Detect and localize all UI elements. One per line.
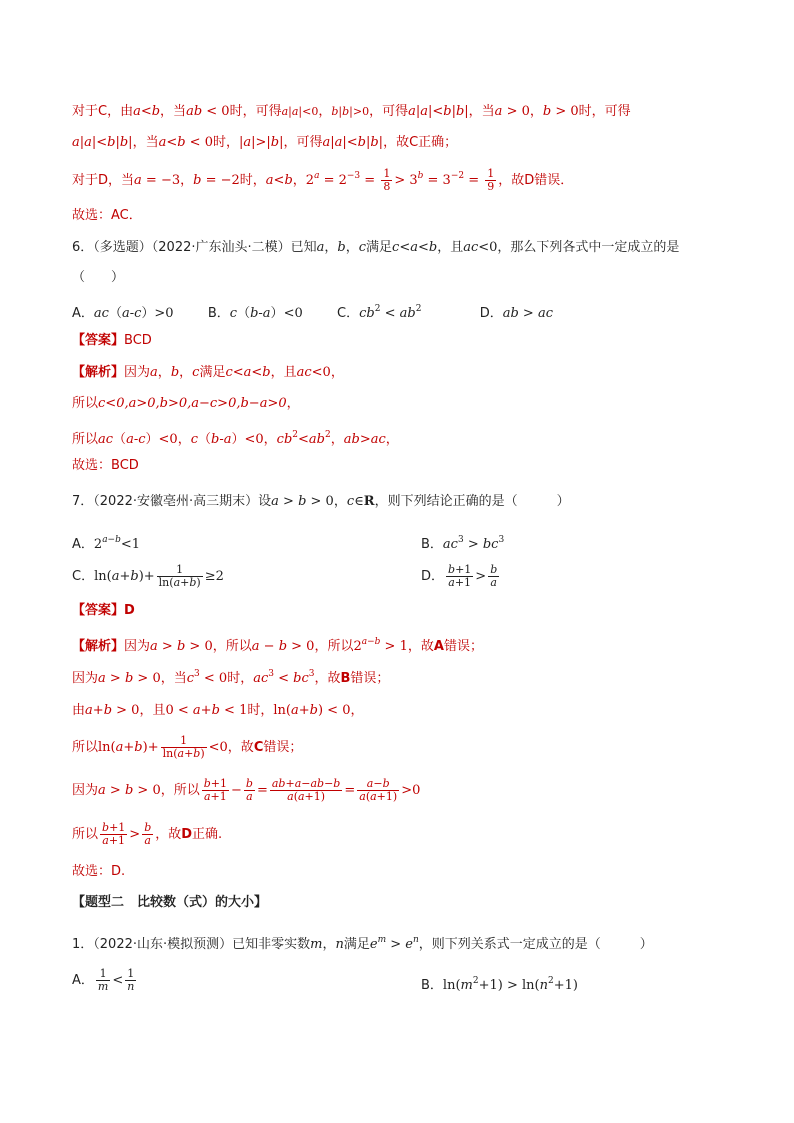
text: 对于D，当 [72,173,135,188]
question-6-explanation-3: 所以ac（a-c）<0，c（b-a）<0，$cb^2<ab^2$，ab>ac， [72,430,399,447]
math: >0 [154,306,174,321]
answer-value: D [124,603,135,618]
math: < 0 [202,104,230,119]
text: 因为 [72,783,99,798]
fraction: $\frac{1}{8}$ [383,167,391,193]
math: a [271,494,279,509]
question-7-answer [72,601,734,621]
math: a-c [121,306,142,321]
text: 6．（多选题）（2022·广东汕头·二模）已知 [72,240,317,255]
text-line-c-analysis-1: 对于C，由a<b，当ab < 0时，可得a|a|<0，b|b|>0，可得a|a|<b|b|，当a > 0，b > 0时，可得 [72,104,631,119]
text: ，可得 [369,104,409,119]
fraction: $\frac{b+1}{a+1}$ [102,821,126,847]
math: a [150,365,158,380]
text: 时， [227,671,254,686]
fraction: $\frac{a-b}{a(a+1)}$ [359,777,398,803]
explanation-label: 【解析】 [72,365,125,380]
math: c [190,432,198,447]
question-7-explanation-1: 【解析】因为a > b > 0，所以a − b > 0，所以$2^{a-b} > 1$，故A错误； [72,637,483,654]
math: b [193,173,202,188]
math: |a|>|b| [239,135,284,150]
text: 时，可得 [229,104,282,119]
question-7-options-ab [72,530,734,555]
text: ，所以 [212,639,252,654]
text: ，当 [468,104,495,119]
question-7-explanation-6: 所以 $\frac{b+1}{a+1}$ > $\frac{b}{a}$ ，故D正确. [72,821,223,847]
option-d-label: D． [421,569,445,584]
fraction: $\frac{1}{\ln(a+b)}$ [158,563,201,589]
text: 所以 [72,827,99,842]
math: a<b [158,135,186,150]
math: ac [537,306,553,321]
math: > [278,494,299,509]
section2-question-1-options: A． $\frac{1}{m}$ < $\frac{1}{n}$ B．$\ln(m^2+1) > \ln(n^2+1)$ [72,966,734,996]
option-b: B．$ac^3 > bc^3$ [421,535,505,552]
fraction: $\frac{b}{a}$ [245,777,253,803]
text: 错误； [350,671,390,686]
math: > 0 [551,104,579,119]
text: 对于C，由 [72,104,134,119]
math: b|b| [331,105,353,118]
text: ，故C正确； [383,135,458,150]
fraction: $\frac{1}{9}$ [487,167,495,193]
text: ，所以 [314,639,354,654]
question-7-choose: 故选：D. [72,864,126,879]
math: ac [93,306,109,321]
math: b [542,104,552,119]
math: <0 [158,432,178,447]
text: D [181,827,193,842]
math: <0 [283,306,303,321]
fraction: $\frac{1}{\ln(a+b)}$ [162,734,205,760]
section2-question-1-stem: 1．（2022·山东·模拟预测）已知非零实数m，n满足$e^m > e^n$，则下列关系式一定成立的是（ ） [72,935,653,952]
math: > $3^b = 3^{-2}$ = [394,171,484,188]
math: b-a [211,432,232,447]
math: c<a<b [392,240,438,255]
text: 因为 [72,671,99,686]
text: ，所以 [160,783,200,798]
math: c<a<b [225,365,271,380]
text: 因为 [124,365,151,380]
question-6-choose: 故选：BCD [72,458,139,473]
math: >0 [352,105,370,118]
math: <0 [302,105,319,118]
text: ，故D错误． [498,173,574,188]
math: a [134,173,142,188]
text: 错误； [263,740,303,755]
text: 满足 [343,937,370,952]
text: ，且 [437,240,464,255]
fraction: $\frac{ab+a-ab-b}{a(a+1)}$ [271,777,341,803]
math: <0 [311,365,331,380]
text: 因为 [124,639,151,654]
text: 时， [212,135,239,150]
question-6-paren: （ ） [72,270,125,285]
fraction: $\frac{b}{a}$ [490,563,498,589]
question-7-explanation-5: 因为a > b > 0，所以 $\frac{b+1}{a+1}$ − $\frac{b}{a}$ = $\frac{ab+a-ab-b}{a(a+1)}$ = $\frac{a-b}{a(a+1)}$ >0 [72,777,421,803]
math: = −2 [201,173,240,188]
math: a [316,240,325,255]
answer-label: 【答案】 [72,333,125,348]
math: <0 [478,240,498,255]
question-6-options: A．ac（a-c）>0 B．c（b-a）<0 C．$cb^2 < ab^2$ D．ab > ac [72,304,553,321]
explanation-label: 【解析】 [72,639,125,654]
math: > [518,306,538,321]
math: c<0,a>0,b>0,a−c>0,b−a>0 [98,396,287,411]
math: a|a| [281,105,303,118]
section-heading: 【题型二 比较数（式）的大小】 [72,895,268,910]
text: 由 [72,703,86,718]
math: a|a|<b|b| [72,135,133,150]
math: ∈R [354,494,375,509]
math: < 0 [185,135,213,150]
math: a<b [133,104,161,119]
question-7-stem [72,492,734,512]
answer-choice-line: 故选：AC． [72,208,142,223]
math: a<b [265,173,293,188]
text: 时， [247,703,274,718]
text: 正确. [192,827,223,842]
math: ab>ac [343,432,386,447]
text: ，故 [314,671,341,686]
math: b [170,365,180,380]
text: ，当 [160,104,187,119]
math: < [380,306,400,321]
option-a-label: A． [72,973,94,988]
text: ，则下列关系式一定成立的是（ ） [418,937,653,952]
fraction: $\frac{b+1}{a+1}$ [448,563,472,589]
math: $2^a = 2^{-3}$ = [305,171,380,188]
math: ac [296,365,312,380]
math: ac [463,240,479,255]
math: a [494,104,503,119]
option-b: B．$\ln(m^2+1) > \ln(n^2+1)$ [421,976,578,993]
math: > 0 [502,104,530,119]
option-d-label: D． [479,306,503,321]
text: 1．（2022·山东·模拟预测）已知非零实数 [72,937,311,952]
question-7-options-cd [72,562,734,592]
text: ，故 [227,740,254,755]
math: ab [502,306,519,321]
fraction: $\frac{1}{n}$ [127,967,135,993]
math: ab [399,306,416,321]
text: 满足 [199,365,226,380]
text: 7．（2022·安徽亳州·高三期末）设 [72,494,272,509]
text: B [340,671,351,686]
math: b-a [250,306,271,321]
math: a|a|<b|b| [408,104,469,119]
fraction: $\frac{1}{m}$ [97,967,109,993]
math: c [192,365,200,380]
math: c [358,240,367,255]
answer-value: BCD [124,333,152,348]
text: ，当 [132,135,159,150]
math: ≥2 [204,569,224,584]
question-7-explanation-2: 因为a > b > 0，当$c^3 < 0$时，$ac^3 < bc^3$，故B错误； [72,669,390,686]
math: c [229,306,238,321]
question-6-explanation-2: 所以c<0,a>0,b>0,a−c>0,b−a>0， [72,396,300,411]
math: cb [276,432,293,447]
text: 时，可得 [578,104,631,119]
math: $2^{a-b}<1$ [93,535,141,552]
question-6-explanation-1: 【解析】因为a，b，c满足c<a<b，且ac<0， [72,365,344,380]
answer-label: 【答案】 [72,603,125,618]
math: c [346,494,355,509]
text: 满足 [366,240,393,255]
math: > 0 [306,494,334,509]
math: <0 [244,432,264,447]
text: C [253,740,264,755]
question-6-answer [72,331,734,351]
option-c-label: C． [72,569,95,584]
math: ac [442,537,458,552]
text: ，且 [270,365,297,380]
text: 所以 [72,740,99,755]
text: 时， [239,173,266,188]
text: 错误； [443,639,483,654]
text: ，故 [407,639,434,654]
option-a-label: A． [72,306,94,321]
text-line-d-analysis: 对于D，当a = −3，b = −2时，a<b，$2^a = 2^{-3}$ = $\frac{1}{8}$ > $3^b = 3^{-2}$ = $\frac{1}{9}$ ，故D错误． [72,167,574,193]
fraction: $\frac{b}{a}$ [144,821,152,847]
math: ab [186,104,203,119]
question-7-explanation-3: 由a+b > 0，且0 < a+b < 1时，ln(a+b) < 0， [72,703,364,718]
text: ，当 [160,671,187,686]
math: cb [359,306,375,321]
text: ，那么下列各式中一定成立的是 [497,240,680,255]
text: ，则下列结论正确的是（ ） [374,494,570,509]
text: A [433,639,444,654]
option-b-label: B． [421,537,443,552]
option-b-label: B． [421,978,443,993]
option-c-label: C． [337,306,360,321]
math: a|a|<b|b| [322,135,384,150]
text: 所以 [72,432,99,447]
text: ，且 [139,703,166,718]
fraction: $\frac{b+1}{a+1}$ [203,777,227,803]
text: 所以 [72,396,99,411]
option-b-label: B． [207,306,230,321]
math: b [337,240,346,255]
option-d: D． $\frac{b+1}{a+1}$ > $\frac{b}{a}$ [421,563,498,589]
text-line-c-analysis-2 [72,133,734,153]
math: a-c [126,432,146,447]
text: ，故 [155,827,182,842]
text: ， [333,494,347,509]
math: ln(a+b)+ [94,569,155,584]
math: ac [98,432,114,447]
math: b [298,494,307,509]
text: ，可得 [283,135,323,150]
question-6-stem: 6．（多选题）（2022·广东汕头·二模）已知a，b，c满足c<a<b，且ac<0，那么下列各式中一定成立的是 [72,240,680,255]
option-a-label: A． [72,537,94,552]
math: = −3 [141,173,181,188]
question-7-explanation-4: 所以ln(a+b)+ $\frac{1}{\ln(a+b)}$ <0，故C错误； [72,734,303,760]
